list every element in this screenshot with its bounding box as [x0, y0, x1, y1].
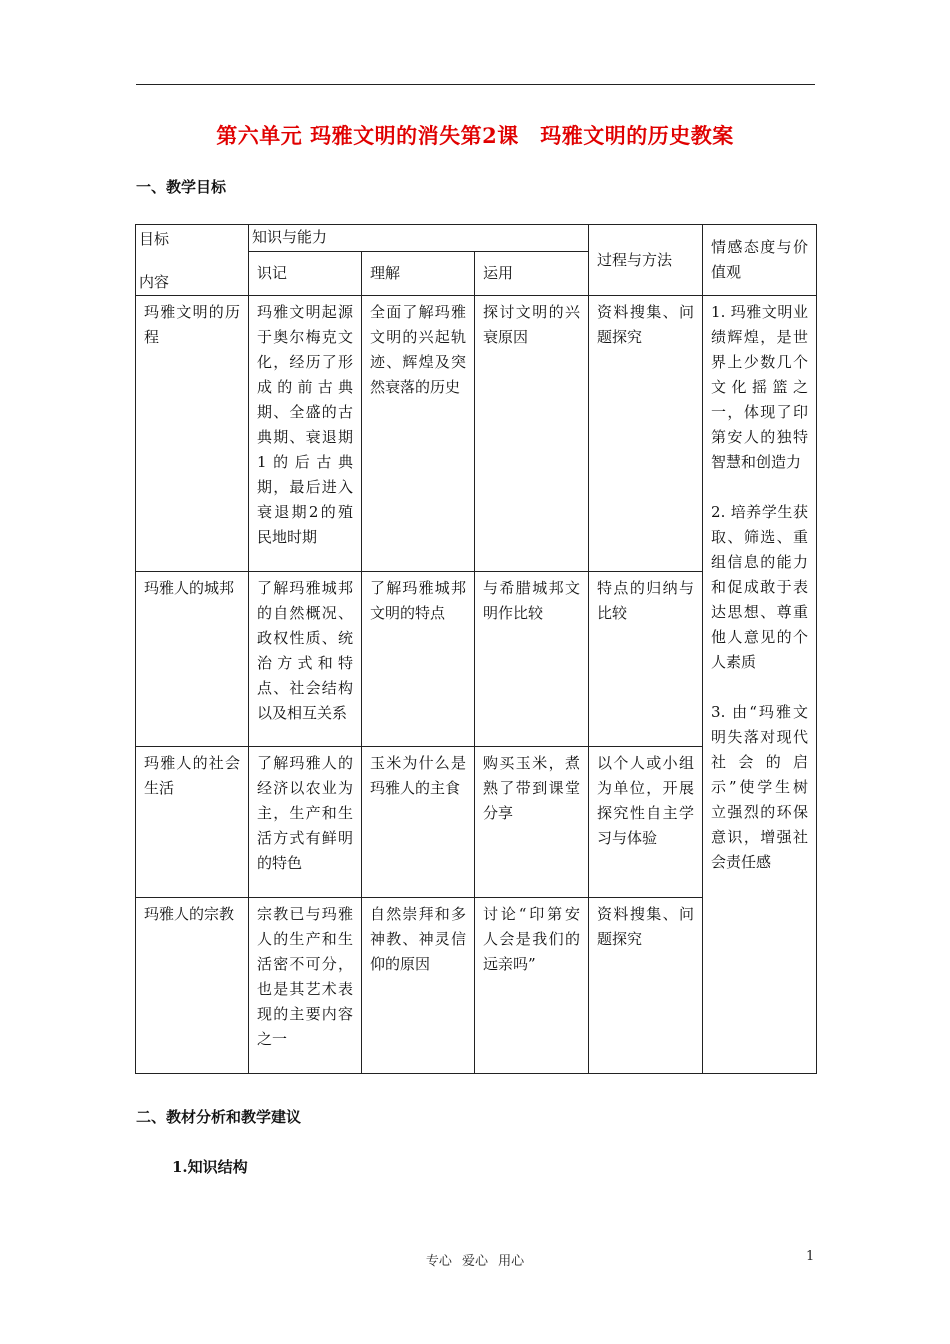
corner-header-cell: [136, 225, 249, 296]
objectives-table: [135, 224, 817, 1074]
row-understand: 全面了解玛雅文明的兴起轨迹、辉煌及突然衰落的历史: [362, 296, 475, 572]
row-understand: 自然崇拜和多神教、神灵信仰的原因: [362, 898, 475, 1074]
row-understand: 了解玛雅城邦文明的特点: [362, 572, 475, 747]
values-item-3: 3. 由“玛雅文明失落对现代社会的启示”使学生树立强烈的环保意识，增强社会责任感: [711, 703, 809, 871]
row-topic: 玛雅人的社会生活: [136, 747, 249, 898]
row-recall: 了解玛雅人的经济以农业为主，生产和生活方式有鲜明的特色: [249, 747, 362, 898]
page-number: 1: [806, 1249, 815, 1264]
table-row: [136, 296, 817, 572]
row-process: 资料搜集、问题探究: [589, 296, 703, 572]
subsection-heading-structure: 1.知识结构: [172, 1158, 248, 1176]
row-apply: 讨论“印第安人会是我们的远亲吗”: [475, 898, 589, 1074]
row-apply: 探讨文明的兴衰原因: [475, 296, 589, 572]
row-topic: 玛雅人的宗教: [136, 898, 249, 1074]
row-recall: 玛雅文明起源于奥尔梅克文化，经历了形成的前古典期、全盛的古典期、衰退期1的后古典期，最后进入衰退期2的殖民地时期: [249, 296, 362, 572]
values-item-2: 2. 培养学生获取、筛选、重组信息的能力和促成敢于表达思想、尊重他人意见的个人素质: [711, 503, 809, 671]
row-recall: 宗教已与玛雅人的生产和生活密不可分，也是其艺术表现的主要内容之一: [249, 898, 362, 1074]
row-process: 特点的归纳与比较: [589, 572, 703, 747]
header-apply: 运用: [475, 252, 589, 296]
row-understand: 玉米为什么是玛雅人的主食: [362, 747, 475, 898]
table-header-row: [136, 225, 817, 252]
header-rule: [136, 84, 815, 85]
section-heading-analysis: 二、教材分析和教学建议: [136, 1108, 302, 1126]
page-footer: 专心 爱心 用心: [425, 1254, 525, 1269]
row-recall: 了解玛雅城邦的自然概况、政权性质、统治方式和特点、社会结构以及相互关系: [249, 572, 362, 747]
corner-label-content: 内容: [139, 273, 170, 291]
row-process: 以个人或小组为单位，开展探究性自主学习与体验: [589, 747, 703, 898]
header-understand: 理解: [362, 252, 475, 296]
corner-label-goal: 目标: [139, 230, 170, 248]
row-topic: 玛雅文明的历程: [136, 296, 249, 572]
values-item-1: 1. 玛雅文明业绩辉煌，是世界上少数几个文化摇篮之一，体现了印第安人的独特智慧和创造力: [711, 303, 809, 471]
header-process-method: 过程与方法: [589, 225, 703, 296]
section-heading-objectives: 一、教学目标: [136, 178, 227, 196]
row-apply: 购买玉米，煮熟了带到课堂分享: [475, 747, 589, 898]
values-cell: [703, 296, 817, 1074]
header-values: 情感态度与价值观: [703, 225, 817, 296]
row-process: 资料搜集、问题探究: [589, 898, 703, 1074]
row-topic: 玛雅人的城邦: [136, 572, 249, 747]
row-apply: 与希腊城邦文明作比较: [475, 572, 589, 747]
header-recall: 识记: [249, 252, 362, 296]
header-knowledge-ability: 知识与能力: [249, 225, 589, 252]
document-title: 第六单元 玛雅文明的消失第2课 玛雅文明的历史教案: [216, 123, 734, 148]
